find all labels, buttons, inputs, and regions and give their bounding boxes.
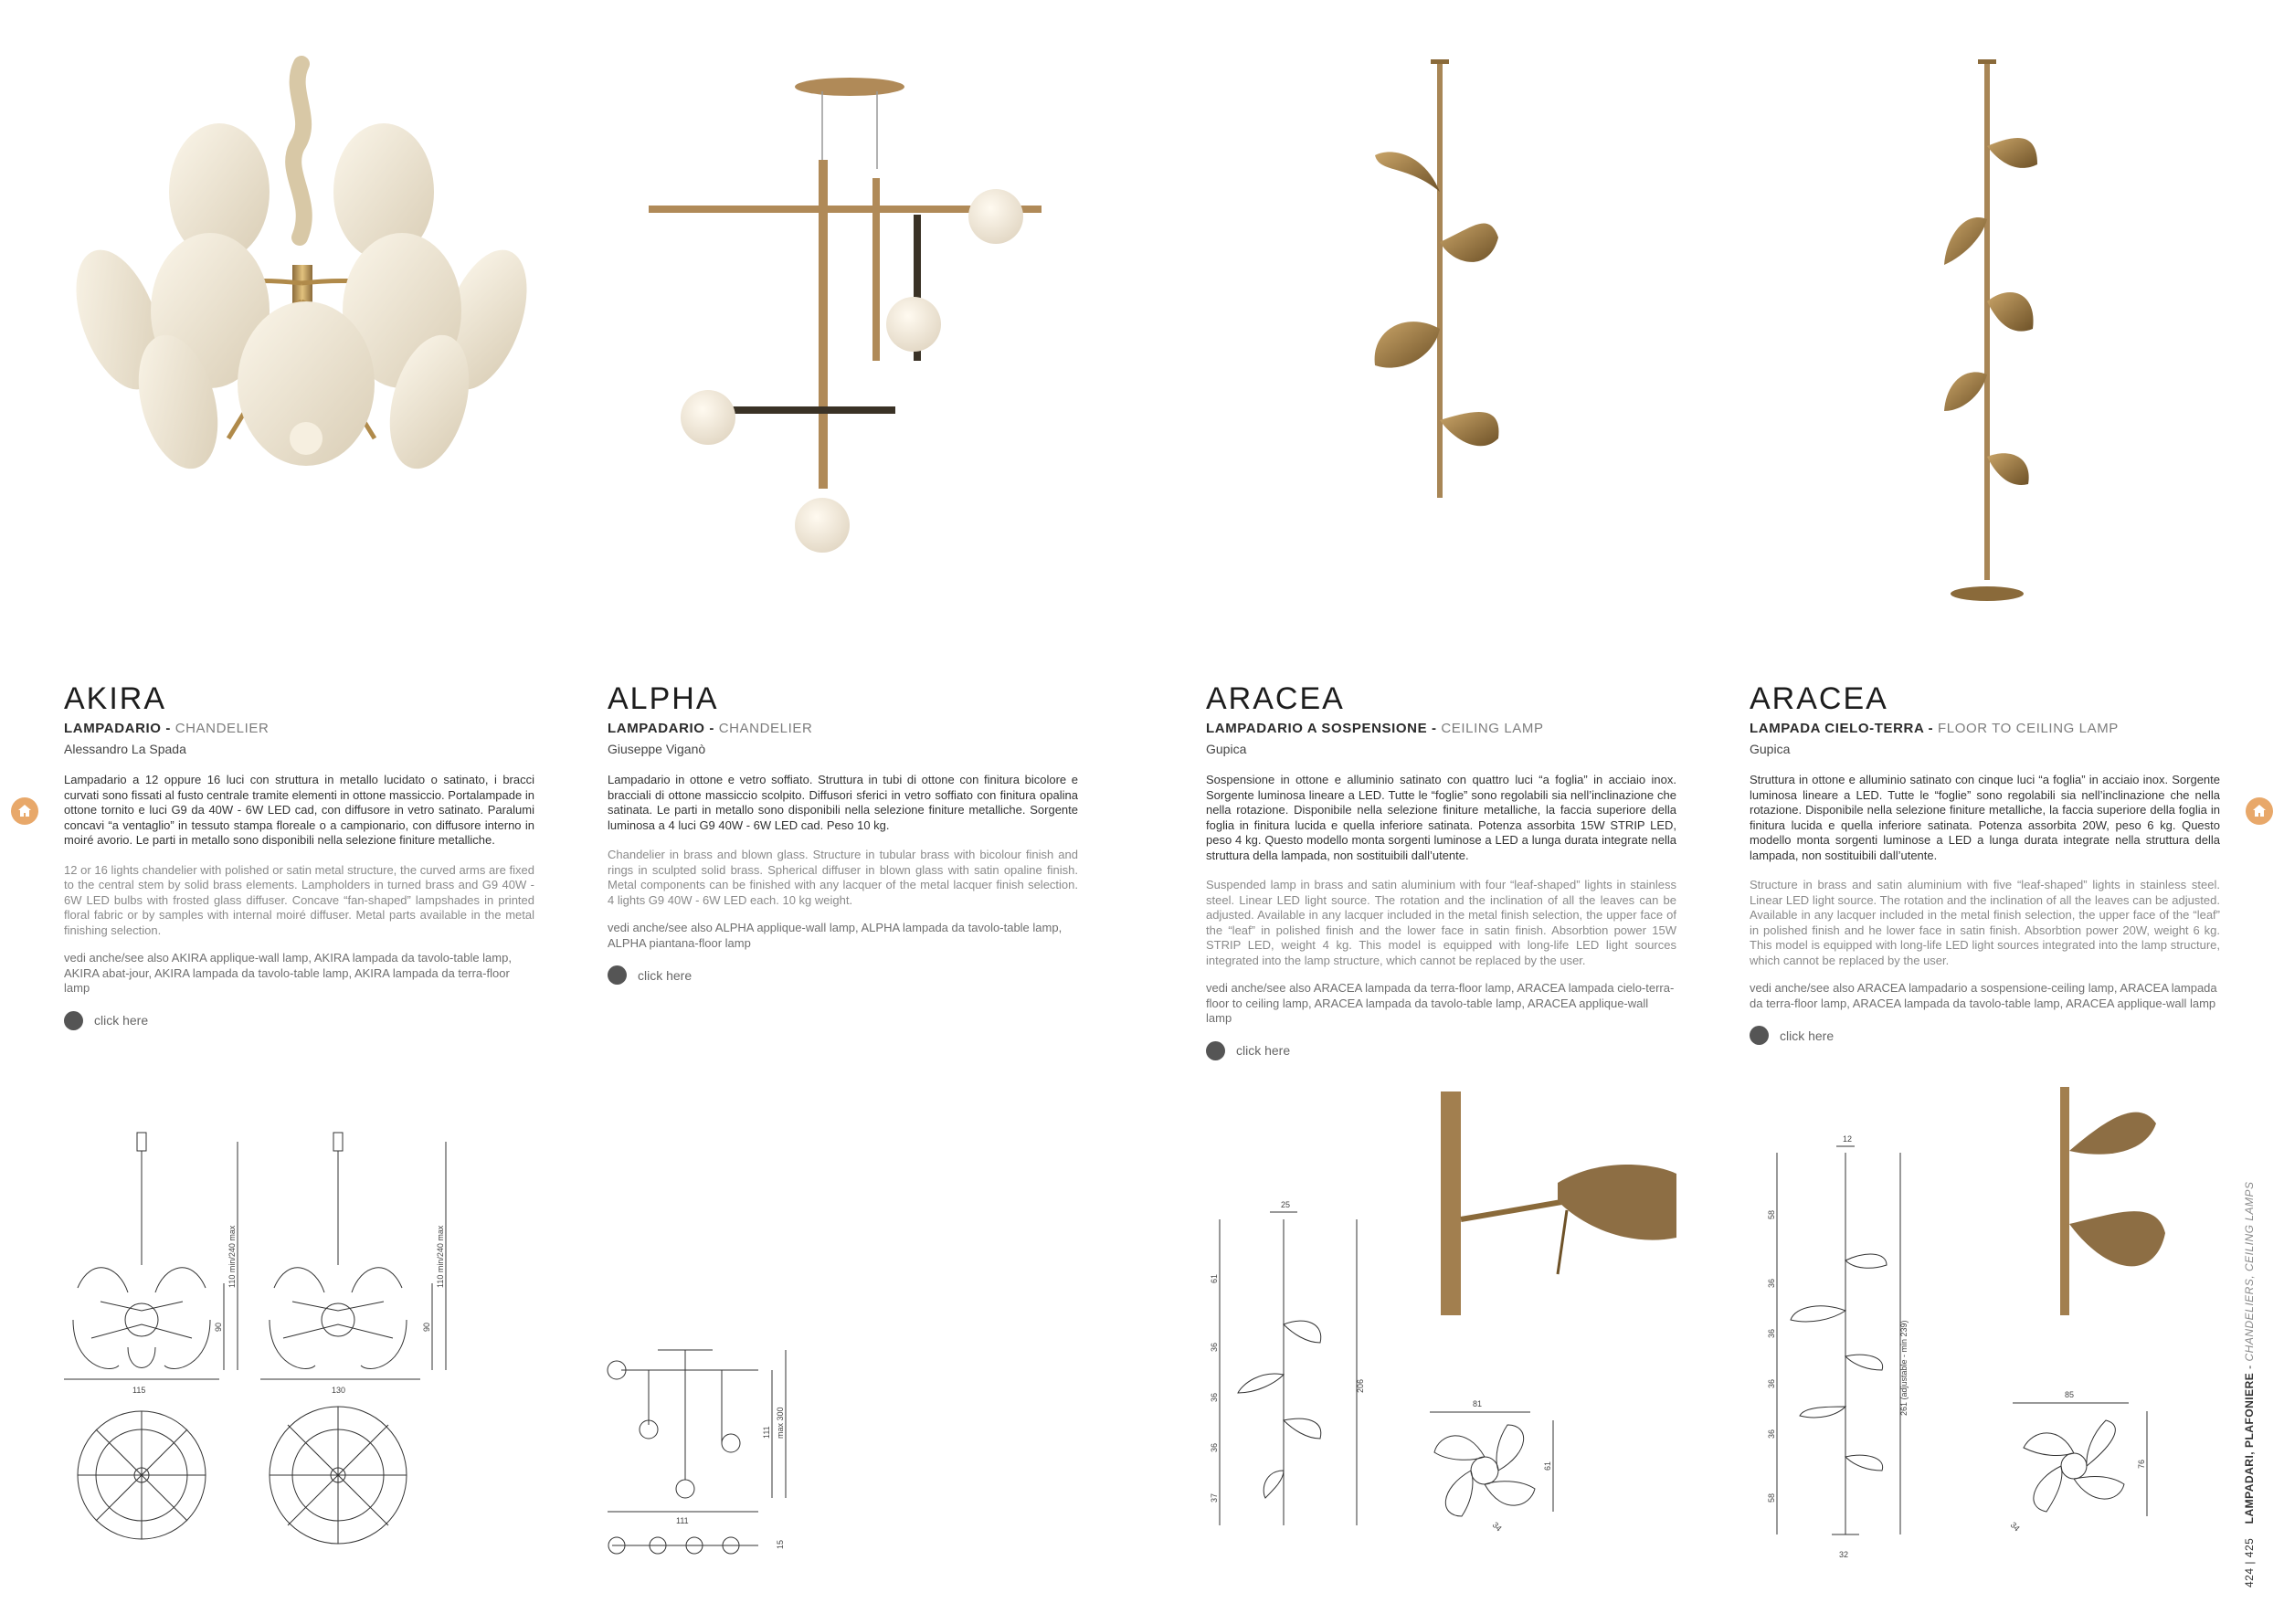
svg-text:36: 36 (1767, 1429, 1776, 1439)
aracea-floor-ceiling-photo (1919, 55, 2101, 612)
product-type: LAMPADA CIELO-TERRA - FLOOR TO CEILING LAMP (1750, 721, 2119, 736)
see-also: vedi anche/see also AKIRA applique-wall lamp, AKIRA lampada da tavolo-table lamp, AKIRA abat-jour, AKIRA lampada da tavolo-table lamp, AKIRA lampada da terra-floor lamp (64, 951, 512, 995)
alpha-photo (640, 69, 1060, 562)
svg-text:37: 37 (1210, 1492, 1219, 1503)
product-title: ARACEA (1750, 681, 1888, 716)
svg-text:81: 81 (1473, 1399, 1483, 1408)
product-title: ALPHA (608, 681, 719, 716)
see-also: vedi anche/see also ARACEA lampada da terra-floor lamp, ARACEA lampada cielo-terra-floor to ceiling lamp, ARACEA lampada da tavolo-table lamp, ARACEA applique-wall lamp (1206, 981, 1675, 1025)
product-akira (64, 680, 534, 1030)
akira-technical-drawing (55, 1128, 466, 1557)
product-type: LAMPADARIO - CHANDELIER (608, 721, 813, 736)
description-en: Suspended lamp in brass and satin aluminium with four “leaf-shaped” lights in stainless steel. Linear LED light source. The rotation and the inclination of all the leaves can be adjusted. Available in any lacquer included in the metal finish selection, the upper face of the “leaf” in polished finish and the lower face in satin finish. Absorbtion power 15W STRIP LED, weight 4 kg. This model is equipped with long-life LED light sources integrated into the lamp structure, which cannot be replaced by the user. (1206, 878, 1676, 967)
product-type: LAMPADARIO - CHANDELIER (64, 721, 270, 736)
description-it: Lampadario a 12 oppure 16 luci con struttura in metallo lucidato o satinato, i bracci curvati sono fissati al fusto centrale tramite elementi in ottone massiccio. Portalampade in ottone tornito e luci G9 da 40W - 6W LED cad, con diffusore in vetro satinato. Paralumi concavi “a ventaglio” in tessuto stampa floreale o a campionario, con diffusore interno in moiré avorio. Le parti in metallo sono disponibili nella selezione finiture metalliche. (64, 773, 534, 847)
svg-text:110 min/240 max: 110 min/240 max (436, 1225, 445, 1288)
product-title: AKIRA (64, 681, 167, 716)
aracea-ceiling-photo (1352, 55, 1535, 502)
aracea-floor-ceiling-technical-drawing (1750, 1133, 1932, 1562)
section-label: LAMPADARI, PLAFONIERE (2243, 1372, 2256, 1524)
see-also: vedi anche/see also ALPHA applique-wall lamp, ALPHA lampada da tavolo-table lamp, ALPHA piantana-floor lamp (608, 921, 1063, 950)
home-icon (2251, 803, 2268, 819)
svg-text:115: 115 (132, 1386, 146, 1395)
svg-text:15: 15 (776, 1539, 785, 1549)
product-title: ARACEA (1206, 681, 1345, 716)
designer: Giuseppe Viganò (608, 742, 706, 756)
svg-text:261 (adjustable - min 239): 261 (adjustable - min 239) (1899, 1320, 1909, 1416)
svg-text:36: 36 (1767, 1378, 1776, 1388)
svg-text:max 300: max 300 (776, 1407, 785, 1439)
click-here-link[interactable]: click here (1206, 1041, 1676, 1060)
svg-text:130: 130 (332, 1386, 346, 1395)
svg-text:76: 76 (2137, 1459, 2146, 1469)
svg-text:206: 206 (1356, 1378, 1365, 1393)
akira-photo (73, 55, 548, 484)
svg-text:90: 90 (214, 1322, 223, 1332)
designer: Gupica (1750, 742, 1791, 756)
see-also: vedi anche/see also ARACEA lampadario a sospensione-ceiling lamp, ARACEA lampada da terra-floor lamp, ARACEA lampada da tavolo-table lamp, ARACEA applique-wall lamp (1750, 981, 2217, 1010)
aracea-ceiling-detail-photo (1421, 1091, 1676, 1315)
svg-text:25: 25 (1281, 1200, 1291, 1209)
page-numbers: 424 | 425 (2243, 1537, 2256, 1587)
svg-text:58: 58 (1767, 1209, 1776, 1219)
section-label-en: CHANDELIERS, CEILING LAMPS (2243, 1181, 2256, 1362)
svg-text:36: 36 (1210, 1442, 1219, 1452)
circle-icon (1750, 1026, 1769, 1045)
home-button-right[interactable] (2246, 797, 2273, 825)
aracea-floor-ceiling-plan-drawing (2005, 1388, 2170, 1534)
svg-text:90: 90 (422, 1322, 431, 1332)
home-button-left[interactable] (11, 797, 38, 825)
svg-text:36: 36 (1210, 1392, 1219, 1402)
svg-text:110 min/240 max: 110 min/240 max (227, 1225, 237, 1288)
page-spine: 424 | 425 LAMPADARI, PLAFONIERE - CHANDELIERS, CEILING LAMPS (2243, 1181, 2256, 1587)
svg-text:61: 61 (1543, 1461, 1552, 1471)
svg-text:34: 34 (1490, 1520, 1504, 1534)
designer: Alessandro La Spada (64, 742, 186, 756)
svg-text:36: 36 (1767, 1278, 1776, 1288)
product-aracea-ceiling (1206, 680, 1676, 1060)
home-icon (16, 803, 33, 819)
click-here-link[interactable]: click here (64, 1011, 534, 1030)
svg-text:61: 61 (1210, 1273, 1219, 1283)
svg-text:32: 32 (1839, 1550, 1849, 1559)
product-type: LAMPADARIO A SOSPENSIONE - CEILING LAMP (1206, 721, 1544, 736)
svg-text:58: 58 (1767, 1492, 1776, 1503)
description-it: Lampadario in ottone e vetro soffiato. Struttura in tubi di ottone con finitura bicolore e bracciali di ottone massiccio scolpito. Diffusori sferici in vetro soffiato con finitura opalina satinata. Le parti in metallo sono disponibili nella selezione finiture metalliche. Sorgente luminosa a 4 luci G9 40W - 6W LED cad. Peso 10 kg. (608, 773, 1078, 832)
circle-icon (64, 1011, 83, 1030)
svg-text:12: 12 (1843, 1134, 1853, 1144)
svg-text:36: 36 (1210, 1342, 1219, 1352)
circle-icon (608, 965, 627, 985)
product-alpha (608, 680, 1078, 985)
svg-text:111: 111 (676, 1516, 689, 1525)
svg-text:34: 34 (2008, 1520, 2022, 1534)
description-en: Chandelier in brass and blown glass. Structure in tubular brass with bicolour finish and rings in sculpted solid brass. Spherical diffuser in blown glass with satin opaline finish. Metal components can be finished with any lacquer of the metal lacquer finish selection. 4 lights G9 40W - 6W LED each. 10 kg weight. (608, 848, 1078, 907)
svg-text:85: 85 (2065, 1390, 2075, 1399)
description-en: Structure in brass and satin aluminium with five “leaf-shaped” lights in stainless steel. Linear LED light source. The rotation and the inclination of all the leaves can be adjusted. Available in any lacquer included in the metal finish selection, the upper face of the “leaf” in polished finish and he lower face in satin finish. Absorbtion power 20W, weight 6 kg. This model is equipped with long-life LED light sources integrated into the lamp structure, which cannot be replaced by the user. (1750, 878, 2220, 967)
description-en: 12 or 16 lights chandelier with polished or satin metal structure, the curved arms are fixed to the central stem by solid brass elements. Lampholders in turned brass and G9 40W - 6W LED bulbs with frosted glass diffuser. Concave “fan-shaped” lampshades in printed floral fabric or by samples with internal moiré diffuser. Metal parts available in the metal finishing selection. (64, 862, 534, 937)
alpha-technical-drawing (603, 1343, 813, 1562)
designer: Gupica (1206, 742, 1247, 756)
svg-text:111: 111 (762, 1426, 771, 1439)
aracea-floor-ceiling-detail-photo (2056, 1087, 2184, 1315)
click-here-link[interactable]: click here (1750, 1026, 2220, 1045)
svg-text:36: 36 (1767, 1328, 1776, 1338)
description-it: Sospensione in ottone e alluminio satinato con quattro luci “a foglia” in acciaio inox. Sorgente luminosa lineare a LED. Tutte le “foglie” sono regolabili sia nell’inclinazione che nella rotazione. Disponibile nella selezione finiture metalliche, la faccia superiore della foglia in finitura lucida e quella inferiore satinata. Potenza assorbita 15W STRIP LED, peso 4 kg. Questo modello monta sorgenti luminose a LED a lunga durata integrate nella struttura della lampada, non sostituibili dall’utente. (1206, 773, 1676, 862)
circle-icon (1206, 1041, 1225, 1060)
click-here-link[interactable]: click here (608, 965, 1078, 985)
product-aracea-floor-ceiling (1750, 680, 2220, 1045)
aracea-ceiling-plan-drawing (1412, 1397, 1576, 1534)
description-it: Struttura in ottone e alluminio satinato con cinque luci “a foglia” in acciaio inox. Sorgente luminosa lineare a LED. Tutte le “foglie” sono regolabili sia nell’inclinazione che nella rotazione. Disponibile nella selezione finiture metalliche, la faccia superiore della foglia in finitura lucida e quella inferiore satinata. Potenza assorbita 20W, peso 6 kg. Questo modello monta sorgenti luminose a LED a lunga durata integrate nella struttura della lampada, non sostituibili dall’utente. (1750, 773, 2220, 862)
aracea-ceiling-technical-drawing (1206, 1197, 1389, 1544)
